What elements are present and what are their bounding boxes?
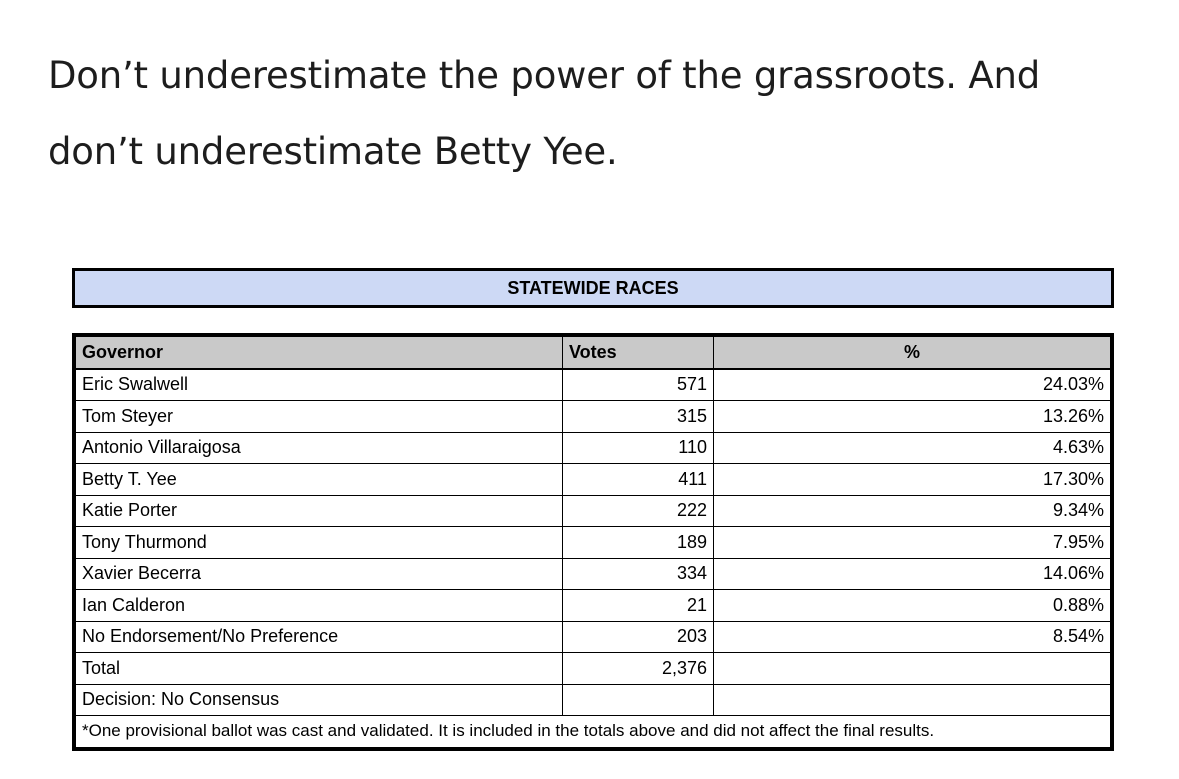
candidate-votes: 222 [563, 495, 714, 527]
candidate-name: Tony Thurmond [76, 527, 563, 559]
table-row [76, 495, 1111, 527]
header-percent: % [714, 337, 1111, 369]
total-label: Total [76, 653, 563, 685]
candidate-votes: 571 [563, 369, 714, 401]
candidate-percent: 13.26% [714, 401, 1111, 433]
table-row [76, 590, 1111, 622]
candidate-votes: 21 [563, 590, 714, 622]
header-governor: Governor [76, 337, 563, 369]
post-line-2: don’t underestimate Betty Yee. [48, 130, 618, 173]
table-row [76, 432, 1111, 464]
candidate-votes: 411 [563, 464, 714, 496]
table-row [76, 527, 1111, 559]
candidate-percent: 17.30% [714, 464, 1111, 496]
banner-title: STATEWIDE RACES [507, 278, 679, 298]
table-row [76, 621, 1111, 653]
candidate-name: Katie Porter [76, 495, 563, 527]
candidate-votes: 315 [563, 401, 714, 433]
table-row [76, 401, 1111, 433]
decision-row [76, 684, 1111, 716]
results-table [75, 336, 1111, 748]
governor-results-table [72, 333, 1114, 751]
candidate-percent: 0.88% [714, 590, 1111, 622]
footnote-text: *One provisional ballot was cast and validated. It is included in the totals above and did not affect the final results. [76, 716, 1111, 748]
candidate-percent: 9.34% [714, 495, 1111, 527]
candidate-name: Tom Steyer [76, 401, 563, 433]
candidate-votes: 189 [563, 527, 714, 559]
candidate-votes: 203 [563, 621, 714, 653]
candidate-votes: 334 [563, 558, 714, 590]
candidate-name: Xavier Becerra [76, 558, 563, 590]
total-votes: 2,376 [563, 653, 714, 685]
candidate-name: Eric Swalwell [76, 369, 563, 401]
candidate-name: Betty T. Yee [76, 464, 563, 496]
candidate-votes: 110 [563, 432, 714, 464]
candidate-percent: 4.63% [714, 432, 1111, 464]
candidate-percent: 14.06% [714, 558, 1111, 590]
table-row [76, 369, 1111, 401]
table-row [76, 464, 1111, 496]
header-row [76, 337, 1111, 369]
candidate-name: Antonio Villaraigosa [76, 432, 563, 464]
table-row [76, 558, 1111, 590]
candidate-name: Ian Calderon [76, 590, 563, 622]
decision-percent-empty [714, 684, 1111, 716]
candidate-name: No Endorsement/No Preference [76, 621, 563, 653]
candidate-percent: 8.54% [714, 621, 1111, 653]
total-percent-empty [714, 653, 1111, 685]
total-row [76, 653, 1111, 685]
candidate-percent: 24.03% [714, 369, 1111, 401]
decision-votes-empty [563, 684, 714, 716]
post-line-1: Don’t underestimate the power of the grassroots. And [48, 54, 1040, 97]
statewide-races-banner [72, 268, 1114, 308]
footnote-row [76, 716, 1111, 748]
candidate-percent: 7.95% [714, 527, 1111, 559]
header-votes: Votes [563, 337, 714, 369]
post-text [48, 38, 1148, 190]
decision-text: Decision: No Consensus [76, 684, 563, 716]
